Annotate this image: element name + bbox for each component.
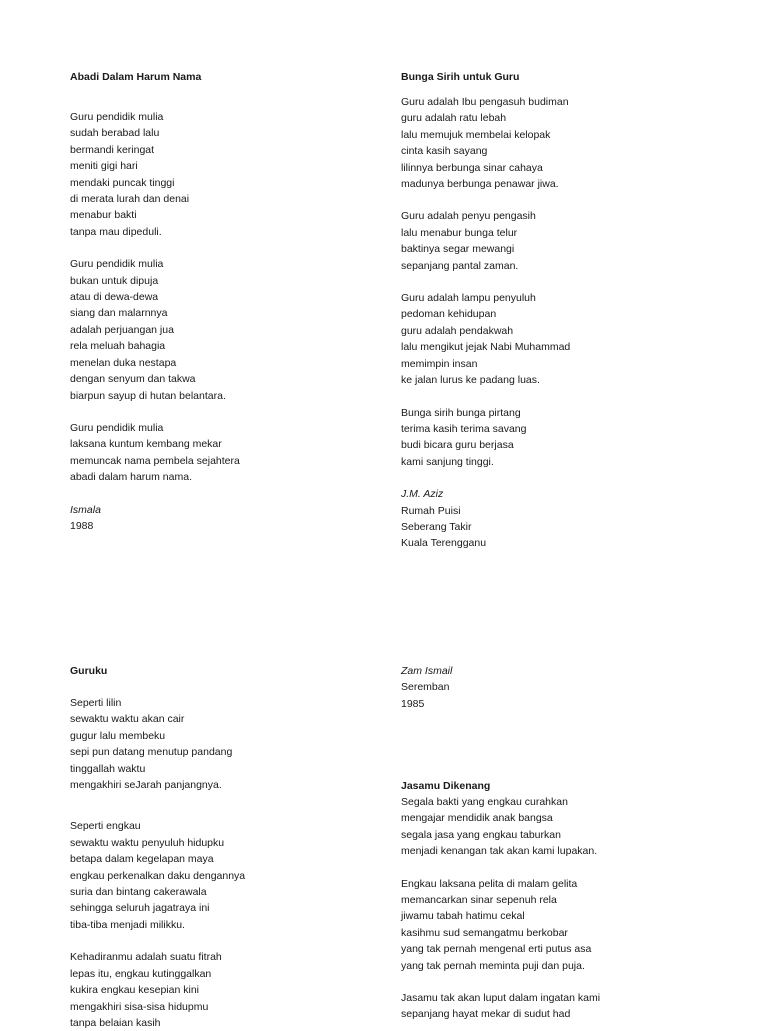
- poem-line: tiba-tiba menjadi milikku.: [70, 918, 185, 931]
- stanza: [70, 818, 370, 933]
- poem-line: baktinya segar mewangi: [401, 243, 515, 256]
- poem-line: Segala bakti yang engkau curahkan: [401, 796, 568, 808]
- poem-line: abadi dalam harum nama.: [70, 471, 192, 484]
- poem-line: menelan duka nestapa: [70, 356, 177, 369]
- poem-line: jiwamu tabah hatimu cekal: [401, 910, 525, 923]
- poem-title: Abadi Dalam Harum Nama: [70, 71, 202, 83]
- poem-line: mengajar mendidik anak bangsa: [401, 812, 553, 825]
- poem-line: tanpa belaian kasih: [70, 1016, 161, 1029]
- poem-author: Zam Ismail: [401, 665, 453, 677]
- stanza: [401, 208, 731, 274]
- stanza: [401, 94, 731, 192]
- poem-info-line: Seremban: [401, 681, 450, 694]
- poem-line: memimpin insan: [401, 357, 478, 370]
- poem-line: gugur lalu membeku: [70, 729, 166, 742]
- poem-line: atau di dewa-dewa: [70, 291, 159, 304]
- poem-line: Guru pendidik mulia: [70, 111, 164, 123]
- poem-guruku: [70, 663, 370, 1031]
- stanza: [401, 794, 741, 860]
- poem-line: rela meluah bahagia: [70, 340, 166, 353]
- poem-line: betapa dalam kegelapan maya: [70, 853, 214, 866]
- poem-year: 1985: [401, 697, 425, 710]
- poem-line: tanpa mau dipeduli.: [70, 225, 162, 238]
- poem-line: terima kasih terima savang: [401, 422, 527, 435]
- poem-line: mendaki puncak tinggi: [70, 176, 175, 189]
- poem-line: siang dan malarnnya: [70, 307, 168, 320]
- poem-line: Guru adalah penyu pengasih: [401, 210, 536, 223]
- poem-year: 1988: [70, 519, 94, 532]
- poem-line: sudah berabad lalu: [70, 127, 160, 140]
- poem-line: di merata lurah dan denai: [70, 193, 190, 206]
- poem-line: guru adalah ratu lebah: [401, 112, 507, 125]
- poem-line: kasihmu sud semangatmu berkobar: [401, 926, 568, 939]
- stanza: [401, 290, 731, 388]
- poem-line: Guru adalah lampu penyuluh: [401, 292, 536, 305]
- poem-credit: [70, 502, 370, 535]
- poem-line: engkau perkenalkan daku dengannya: [70, 869, 246, 882]
- poem-bunga-sirih: [401, 69, 731, 552]
- poem-line: lepas itu, engkau kutinggalkan: [70, 967, 212, 980]
- poem-line: guru adalah pendakwah: [401, 324, 514, 337]
- poem-line: kami sanjung tinggi.: [401, 455, 494, 468]
- poem-line: Guru pendidik mulia: [70, 421, 164, 434]
- poem-info-line: Kuala Terengganu: [401, 537, 487, 550]
- poem-title: Jasamu Dikenang: [401, 780, 491, 792]
- poem-line: pedoman kehidupan: [401, 308, 497, 321]
- poem-line: ke jalan lurus ke padang luas.: [401, 374, 540, 387]
- poem-author: Ismala: [70, 503, 101, 516]
- poem-line: budi bicara guru berjasa: [401, 439, 514, 452]
- poem-line: laksana kuntum kembang mekar: [70, 438, 222, 451]
- stanza: [70, 949, 370, 1031]
- poem-line: Seperti lilin: [70, 697, 122, 709]
- poem-line: menabur bakti: [70, 209, 137, 222]
- guruku-credit: [401, 663, 701, 712]
- poem-line: memancarkan sinar sepenuh rela: [401, 894, 557, 907]
- poem-info-line: Seberang Takir: [401, 520, 472, 533]
- poem-line: biarpun sayup di hutan belantara.: [70, 389, 226, 402]
- poem-line: Engkau laksana pelita di malam gelita: [401, 877, 578, 890]
- stanza: [70, 695, 370, 793]
- poem-line: Guru pendidik mulia: [70, 258, 164, 271]
- poem-line: meniti gigi hari: [70, 160, 138, 173]
- poem-line: lilinnya berbunga sinar cahaya: [401, 161, 543, 174]
- poem-jasamu: [401, 778, 741, 1023]
- stanza: [401, 990, 741, 1023]
- poem-line: mengakhiri sisa-sisa hidupmu: [70, 1000, 209, 1013]
- poem-line: sehingga seluruh jagatraya ini: [70, 902, 210, 915]
- poem-line: lalu mengikut jejak Nabi Muhammad: [401, 341, 571, 354]
- stanza: [70, 420, 370, 486]
- poem-line: bermandi keringat: [70, 143, 155, 156]
- poem-title: Guruku: [70, 665, 108, 677]
- poem-line: yang tak pernah meminta puji dan puja.: [401, 959, 585, 972]
- poem-line: bukan untuk dipuja: [70, 274, 159, 287]
- poem-line: yang tak pernah mengenal erti putus asa: [401, 943, 592, 956]
- poem-line: sewaktu waktu penyuluh hidupku: [70, 836, 225, 849]
- poem-line: sepi pun datang menutup pandang: [70, 746, 233, 759]
- poem-author: J.M. Aziz: [401, 488, 444, 501]
- poem-line: mengakhiri seJarah panjangnya.: [70, 779, 222, 792]
- stanza: [401, 405, 731, 471]
- poem-abadi: [70, 69, 370, 534]
- poem-line: sewaktu waktu akan cair: [70, 713, 185, 726]
- poem-line: sepanjang hayat mekar di sudut had: [401, 1008, 571, 1021]
- poem-line: memuncak nama pembela sejahtera: [70, 454, 240, 467]
- poem-line: sepanjang pantal zaman.: [401, 259, 519, 272]
- poem-credit: [401, 486, 731, 552]
- poem-line: tinggallah waktu: [70, 762, 146, 775]
- poem-line: Bunga sirih bunga pirtang: [401, 406, 521, 419]
- poem-line: dengan senyum dan takwa: [70, 373, 196, 386]
- poem-line: Kehadiranmu adalah suatu fitrah: [70, 951, 222, 964]
- poem-info-line: Rumah Puisi: [401, 504, 461, 517]
- poem-line: segala jasa yang engkau taburkan: [401, 828, 561, 841]
- stanza: [70, 256, 370, 404]
- poem-line: cinta kasih sayang: [401, 145, 488, 158]
- poem-line: Jasamu tak akan luput dalam ingatan kami: [401, 992, 601, 1005]
- poem-line: menjadi kenangan tak akan kami lupakan.: [401, 845, 598, 858]
- poem-line: adalah perjuangan jua: [70, 323, 174, 336]
- poem-line: suria dan bintang cakerawala: [70, 886, 207, 899]
- stanza: [401, 876, 741, 974]
- poem-line: lalu memujuk membelai kelopak: [401, 128, 551, 141]
- poem-line: madunya berbunga penawar jiwa.: [401, 178, 559, 191]
- poem-title: Bunga Sirih untuk Guru: [401, 71, 520, 83]
- poem-line: Seperti engkau: [70, 820, 141, 833]
- poem-line: lalu menabur bunga telur: [401, 226, 518, 239]
- poem-line: Guru adalah Ibu pengasuh budiman: [401, 96, 569, 108]
- poem-line: kukira engkau kesepian kini: [70, 984, 199, 997]
- stanza: [70, 109, 370, 240]
